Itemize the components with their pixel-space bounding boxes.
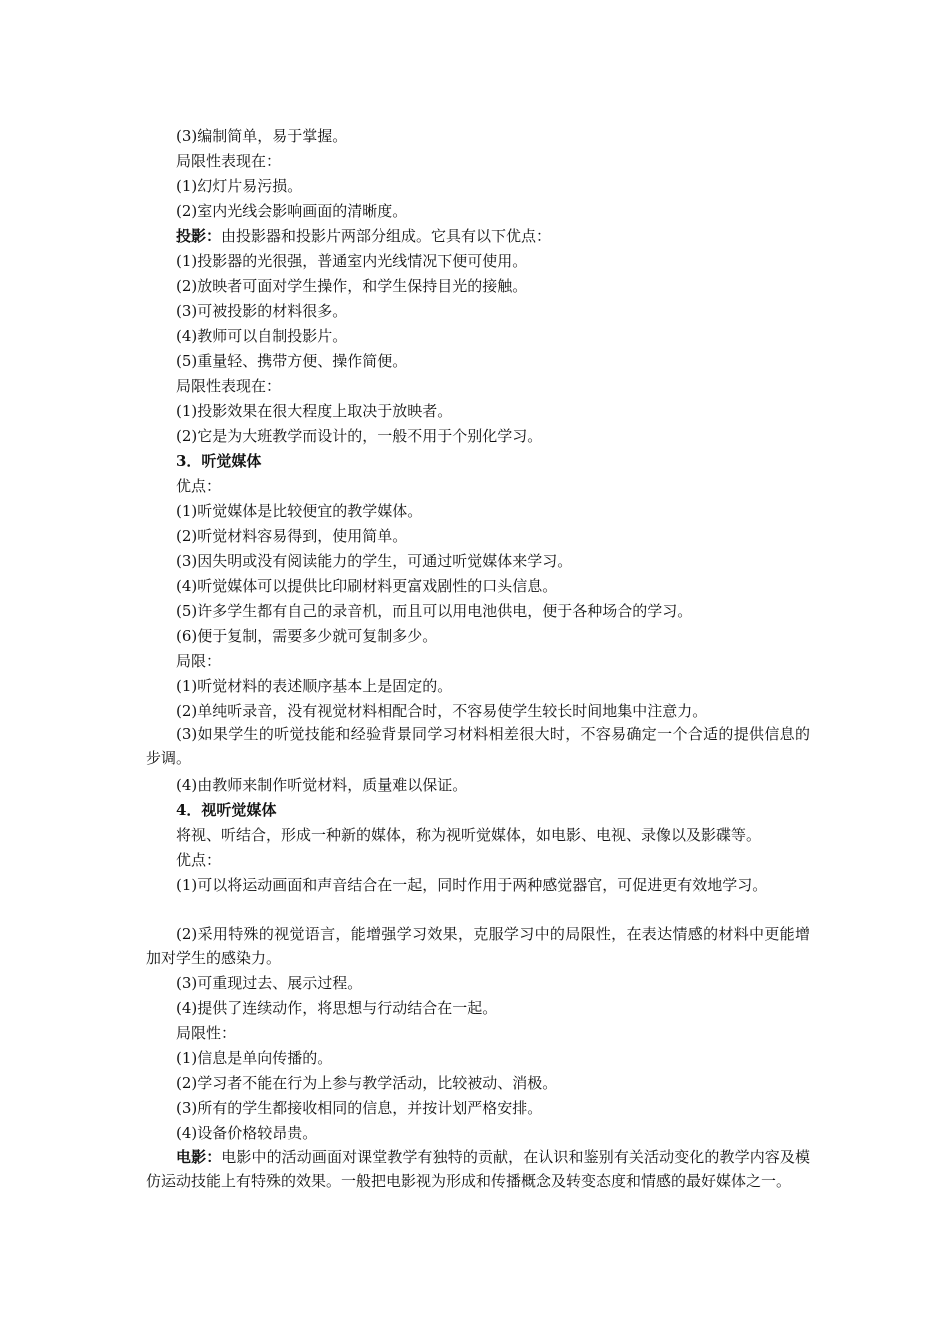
text-line: (2)室内光线会影响画面的清晰度。 [176,202,408,220]
text-line: (3)因失明或没有阅读能力的学生，可通过听觉媒体来学习。 [176,552,573,570]
section-paragraph [176,224,840,248]
text-line: (1)投影器的光很强，普通室内光线情况下便可使用。 [176,252,528,270]
text-line: (5)许多学生都有自己的录音机，而且可以用电池供电，便于各种场合的学习。 [176,602,693,620]
text-line: 局限： [176,652,222,670]
text-line: (3)可被投影的材料很多。 [176,302,348,320]
wrapped-paragraph: (2)采用特殊的视觉语言，能增强学习效果，克服学习中的局限性，在表达情感的材料中更能增加对学生的感染力。 [146,925,810,967]
text-line: (1)幻灯片易污损。 [176,177,303,195]
text-line: (3)所有的学生都接收相同的信息，并按计划严格安排。 [176,1099,543,1117]
text-line: 将视、听结合，形成一种新的媒体，称为视听觉媒体，如电影、电视、录像以及影碟等。 [176,826,762,844]
section-paragraph [146,1145,810,1193]
term-heading: 电影： [176,1148,222,1166]
text-line: (4)设备价格较昂贵。 [176,1124,318,1142]
text-line: 局限性表现在： [176,152,282,170]
text-line: 优点： [176,477,222,495]
text-line: (3)可重现过去、展示过程。 [176,974,363,992]
text-line: (4)提供了连续动作，将思想与行动结合在一起。 [176,999,498,1017]
text-line: (1)听觉媒体是比较便宜的教学媒体。 [176,502,423,520]
text-line: (4)由教师来制作听觉材料，质量难以保证。 [176,776,468,794]
text-line: 优点： [176,851,222,869]
text-line: (6)便于复制，需要多少就可复制多少。 [176,627,438,645]
text-line: (1)投影效果在很大程度上取决于放映者。 [176,402,453,420]
paragraph-text: 由投影器和投影片两部分组成。它具有以下优点： [221,227,552,245]
text-line: (5)重量轻、携带方便、操作简便。 [176,352,408,370]
section-heading: 4．视听觉媒体 [176,801,277,819]
text-line: (4)听觉媒体可以提供比印刷材料更富戏剧性的口头信息。 [176,577,558,595]
text-line: 局限性表现在： [176,377,282,395]
text-line: (1)信息是单向传播的。 [176,1049,333,1067]
text-line: (2)学习者不能在行为上参与教学活动，比较被动、消极。 [176,1074,558,1092]
wrapped-paragraph: (3)如果学生的听觉技能和经验背景同学习材料相差很大时，不容易确定一个合适的提供信息的步调。 [146,725,810,767]
text-line: 局限性： [176,1024,237,1042]
wrapped-paragraph: (1)可以将运动画面和声音结合在一起，同时作用于两种感觉器官，可促进更有效地学习。 [176,876,768,894]
text-line: (3)编制简单，易于掌握。 [176,127,348,145]
text-line: (2)放映者可面对学生操作，和学生保持目光的接触。 [176,277,528,295]
text-line: (2)它是为大班教学而设计的，一般不用于个别化学习。 [176,427,543,445]
text-line: (1)听觉材料的表述顺序基本上是固定的。 [176,677,453,695]
paragraph-text: 电影中的活动画面对课堂教学有独特的贡献，在认识和鉴别有关活动变化的教学内容及模仿运动技能上有特殊的效果。一般把电影视为形成和传播概念及转变态度和情感的最好媒体之一。 [146,1148,810,1190]
term-heading: 投影： [176,227,222,245]
text-line: (2)听觉材料容易得到，使用简单。 [176,527,408,545]
section-heading: 3．听觉媒体 [176,452,262,470]
text-line: (2)单纯听录音，没有视觉材料相配合时，不容易使学生较长时间地集中注意力。 [176,702,708,720]
text-line: (4)教师可以自制投影片。 [176,327,348,345]
